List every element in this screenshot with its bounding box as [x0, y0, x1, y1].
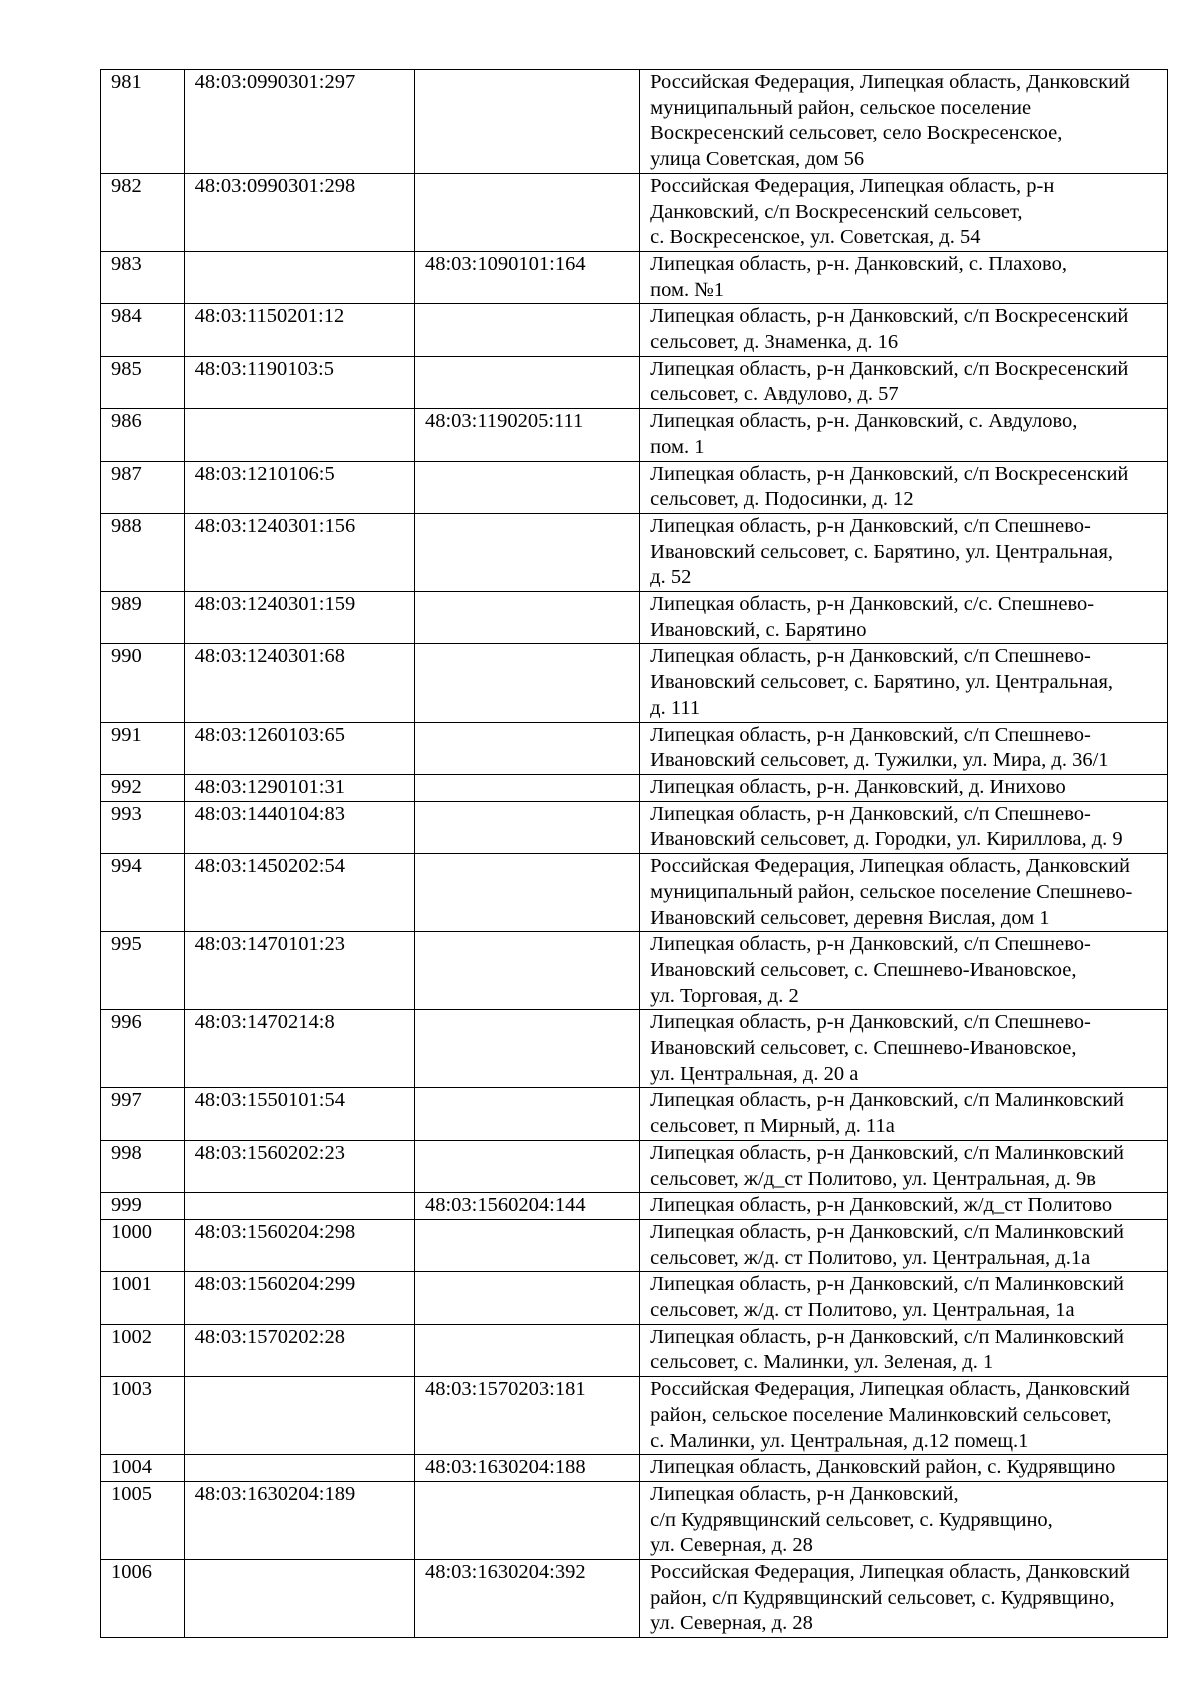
cadastral-number-alt-cell: 48:03:1630204:188: [414, 1455, 639, 1482]
cadastral-number-cell: 48:03:1570202:28: [184, 1324, 414, 1376]
address-cell: Липецкая область, р-н Данковский, с/п Малинковский сельсовет, п Мирный, д. 11а: [640, 1088, 1168, 1140]
cadastral-number-alt-cell: [414, 356, 639, 408]
table-row: [101, 592, 1168, 644]
address-cell: Российская Федерация, Липецкая область, р-н Данковский, с/п Воскресенский сельсовет, с. Воскресенское, ул. Советская, д. 54: [640, 173, 1168, 251]
cadastral-number-alt-cell: [414, 1088, 639, 1140]
cadastral-number-cell: [184, 1193, 414, 1220]
address-cell: Липецкая область, р-н Данковский, ж/д_ст Политово: [640, 1193, 1168, 1220]
document-page: [100, 69, 1168, 1638]
address-cell: Липецкая область, р-н Данковский, с/п Спешнево- Ивановский сельсовет, д. Городки, ул. Кириллова, д. 9: [640, 801, 1168, 853]
cadastral-number-cell: 48:03:0990301:297: [184, 70, 414, 174]
table-row: [101, 304, 1168, 356]
table-row: [101, 173, 1168, 251]
cadastral-number-cell: 48:03:0990301:298: [184, 173, 414, 251]
table-row: [101, 801, 1168, 853]
cadastral-number-alt-cell: [414, 1219, 639, 1271]
table-row: [101, 774, 1168, 801]
cadastral-number-alt-cell: [414, 1324, 639, 1376]
cadastral-number-cell: [184, 1377, 414, 1455]
cadastral-number-cell: 48:03:1210106:5: [184, 461, 414, 513]
address-cell: Липецкая область, Данковский район, с. Кудрявщино: [640, 1455, 1168, 1482]
cadastral-number-alt-cell: [414, 304, 639, 356]
cadastral-number-alt-cell: 48:03:1570203:181: [414, 1377, 639, 1455]
table-row: [101, 1140, 1168, 1192]
table-row: [101, 251, 1168, 303]
table-row: [101, 356, 1168, 408]
cadastral-number-alt-cell: [414, 722, 639, 774]
row-number-cell: 999: [101, 1193, 185, 1220]
row-number-cell: 992: [101, 774, 185, 801]
cadastral-number-cell: 48:03:1290101:31: [184, 774, 414, 801]
row-number-cell: 985: [101, 356, 185, 408]
cadastral-number-alt-cell: [414, 644, 639, 722]
cadastral-number-alt-cell: [414, 1272, 639, 1324]
row-number-cell: 991: [101, 722, 185, 774]
row-number-cell: 1004: [101, 1455, 185, 1482]
row-number-cell: 1001: [101, 1272, 185, 1324]
table-row: [101, 409, 1168, 461]
cadastral-number-cell: 48:03:1470101:23: [184, 932, 414, 1010]
table-row: [101, 513, 1168, 591]
table-row: [101, 644, 1168, 722]
table-row: [101, 1088, 1168, 1140]
cadastral-number-alt-cell: [414, 173, 639, 251]
row-number-cell: 995: [101, 932, 185, 1010]
cadastral-number-alt-cell: [414, 592, 639, 644]
row-number-cell: 990: [101, 644, 185, 722]
registry-table-body: [101, 70, 1168, 1638]
cadastral-number-cell: [184, 409, 414, 461]
cadastral-number-alt-cell: 48:03:1190205:111: [414, 409, 639, 461]
row-number-cell: 989: [101, 592, 185, 644]
cadastral-number-cell: [184, 1455, 414, 1482]
cadastral-number-cell: 48:03:1240301:159: [184, 592, 414, 644]
cadastral-number-alt-cell: [414, 513, 639, 591]
table-row: [101, 1455, 1168, 1482]
address-cell: Липецкая область, р-н Данковский, с/п Воскресенский сельсовет, д. Знаменка, д. 16: [640, 304, 1168, 356]
address-cell: Липецкая область, р-н Данковский, с/п Малинковский сельсовет, ж/д. ст Политово, ул. Центральная, 1а: [640, 1272, 1168, 1324]
address-cell: Липецкая область, р-н Данковский, с/п Кудрявщинский сельсовет, с. Кудрявщино, ул. Северная, д. 28: [640, 1481, 1168, 1559]
address-cell: Липецкая область, р-н Данковский, с/п Спешнево- Ивановский сельсовет, с. Спешнево-Ивановское, ул. Торговая, д. 2: [640, 932, 1168, 1010]
table-row: [101, 1481, 1168, 1559]
row-number-cell: 982: [101, 173, 185, 251]
cadastral-number-alt-cell: [414, 854, 639, 932]
row-number-cell: 994: [101, 854, 185, 932]
cadastral-number-cell: 48:03:1560204:298: [184, 1219, 414, 1271]
row-number-cell: 998: [101, 1140, 185, 1192]
address-cell: Липецкая область, р-н. Данковский, с. Плахово, пом. №1: [640, 251, 1168, 303]
address-cell: Липецкая область, р-н Данковский, с/п Воскресенский сельсовет, д. Подосинки, д. 12: [640, 461, 1168, 513]
address-cell: Российская Федерация, Липецкая область, Данковский муниципальный район, сельское поселение Спешнево- Ивановский сельсовет, деревня Вислая, дом 1: [640, 854, 1168, 932]
row-number-cell: 1006: [101, 1560, 185, 1638]
address-cell: Липецкая область, р-н. Данковский, с. Авдулово, пом. 1: [640, 409, 1168, 461]
row-number-cell: 1003: [101, 1377, 185, 1455]
row-number-cell: 996: [101, 1010, 185, 1088]
table-row: [101, 1219, 1168, 1271]
address-cell: Российская Федерация, Липецкая область, Данковский район, с/п Кудрявщинский сельсовет, с. Кудрявщино, ул. Северная, д. 28: [640, 1560, 1168, 1638]
cadastral-number-cell: 48:03:1550101:54: [184, 1088, 414, 1140]
table-row: [101, 1324, 1168, 1376]
cadastral-number-alt-cell: 48:03:1630204:392: [414, 1560, 639, 1638]
address-cell: Липецкая область, р-н. Данковский, д. Инихово: [640, 774, 1168, 801]
cadastral-number-alt-cell: 48:03:1090101:164: [414, 251, 639, 303]
address-cell: Липецкая область, р-н Данковский, с/п Спешнево- Ивановский сельсовет, с. Спешнево-Ивановское, ул. Центральная, д. 20 а: [640, 1010, 1168, 1088]
cadastral-number-cell: 48:03:1450202:54: [184, 854, 414, 932]
row-number-cell: 1002: [101, 1324, 185, 1376]
address-cell: Российская Федерация, Липецкая область, Данковский муниципальный район, сельское поселение Воскресенский сельсовет, село Воскресенское, улица Советская, дом 56: [640, 70, 1168, 174]
row-number-cell: 981: [101, 70, 185, 174]
row-number-cell: 987: [101, 461, 185, 513]
cadastral-number-alt-cell: [414, 1010, 639, 1088]
row-number-cell: 988: [101, 513, 185, 591]
table-row: [101, 932, 1168, 1010]
address-cell: Липецкая область, р-н Данковский, с/п Малинковский сельсовет, ж/д. ст Политово, ул. Центральная, д.1а: [640, 1219, 1168, 1271]
table-row: [101, 722, 1168, 774]
registry-table: [100, 69, 1168, 1638]
cadastral-number-alt-cell: [414, 461, 639, 513]
cadastral-number-cell: 48:03:1560204:299: [184, 1272, 414, 1324]
cadastral-number-alt-cell: [414, 1481, 639, 1559]
row-number-cell: 997: [101, 1088, 185, 1140]
table-row: [101, 1377, 1168, 1455]
address-cell: Липецкая область, р-н Данковский, с/п Спешнево- Ивановский сельсовет, с. Барятино, ул. Центральная, д. 52: [640, 513, 1168, 591]
cadastral-number-cell: 48:03:1560202:23: [184, 1140, 414, 1192]
table-row: [101, 461, 1168, 513]
cadastral-number-cell: 48:03:1440104:83: [184, 801, 414, 853]
address-cell: Липецкая область, р-н Данковский, с/п Воскресенский сельсовет, с. Авдулово, д. 57: [640, 356, 1168, 408]
table-row: [101, 854, 1168, 932]
cadastral-number-cell: 48:03:1150201:12: [184, 304, 414, 356]
table-row: [101, 1560, 1168, 1638]
address-cell: Российская Федерация, Липецкая область, Данковский район, сельское поселение Малинковский сельсовет, с. Малинки, ул. Центральная, д.12 помещ.1: [640, 1377, 1168, 1455]
row-number-cell: 1005: [101, 1481, 185, 1559]
address-cell: Липецкая область, р-н Данковский, с/п Малинковский сельсовет, с. Малинки, ул. Зеленая, д. 1: [640, 1324, 1168, 1376]
cadastral-number-alt-cell: [414, 1140, 639, 1192]
cadastral-number-cell: 48:03:1240301:156: [184, 513, 414, 591]
table-row: [101, 1193, 1168, 1220]
address-cell: Липецкая область, р-н Данковский, с/п Малинковский сельсовет, ж/д_ст Политово, ул. Центральная, д. 9в: [640, 1140, 1168, 1192]
cadastral-number-cell: 48:03:1630204:189: [184, 1481, 414, 1559]
cadastral-number-alt-cell: [414, 801, 639, 853]
row-number-cell: 983: [101, 251, 185, 303]
row-number-cell: 984: [101, 304, 185, 356]
cadastral-number-alt-cell: [414, 774, 639, 801]
cadastral-number-alt-cell: 48:03:1560204:144: [414, 1193, 639, 1220]
cadastral-number-cell: 48:03:1240301:68: [184, 644, 414, 722]
row-number-cell: 986: [101, 409, 185, 461]
cadastral-number-cell: 48:03:1260103:65: [184, 722, 414, 774]
address-cell: Липецкая область, р-н Данковский, с/п Спешнево- Ивановский сельсовет, д. Тужилки, ул. Мира, д. 36/1: [640, 722, 1168, 774]
cadastral-number-cell: 48:03:1470214:8: [184, 1010, 414, 1088]
row-number-cell: 993: [101, 801, 185, 853]
cadastral-number-alt-cell: [414, 70, 639, 174]
cadastral-number-cell: 48:03:1190103:5: [184, 356, 414, 408]
cadastral-number-cell: [184, 251, 414, 303]
table-row: [101, 1010, 1168, 1088]
cadastral-number-cell: [184, 1560, 414, 1638]
address-cell: Липецкая область, р-н Данковский, с/п Спешнево- Ивановский сельсовет, с. Барятино, ул. Центральная, д. 111: [640, 644, 1168, 722]
cadastral-number-alt-cell: [414, 932, 639, 1010]
table-row: [101, 1272, 1168, 1324]
row-number-cell: 1000: [101, 1219, 185, 1271]
table-row: [101, 70, 1168, 174]
address-cell: Липецкая область, р-н Данковский, с/с. Спешнево- Ивановский, с. Барятино: [640, 592, 1168, 644]
